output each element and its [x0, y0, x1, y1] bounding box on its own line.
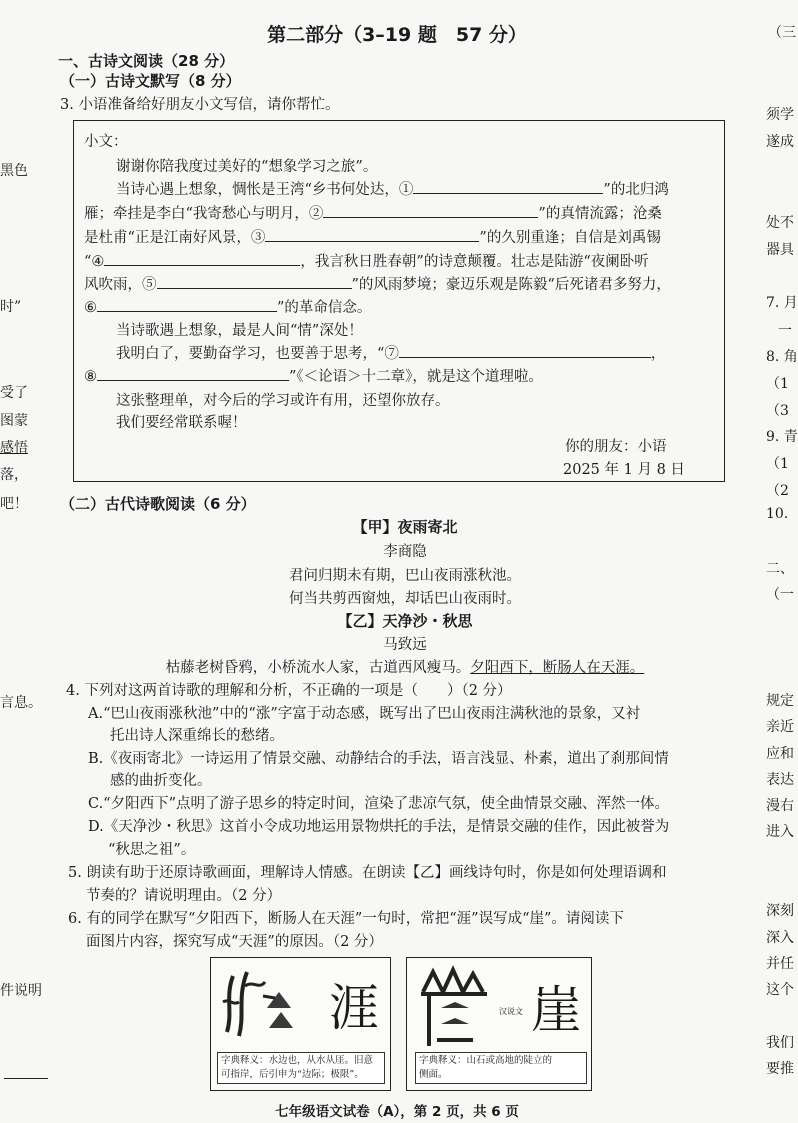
left-edge-text-2: 受了	[0, 385, 28, 401]
seal-script-label: 汉说文	[499, 1007, 523, 1016]
question-6-line-2: 面图片内容，探究写成“天涯”的原因。（2 分）	[86, 934, 383, 950]
right-edge-text-23: 深入	[766, 930, 794, 946]
letter-line-11: 这张整理单，对今后的学习或许有用，还望你放存。	[116, 393, 450, 409]
section-subheading-1: （一）古诗文默写（8 分）	[60, 72, 241, 90]
right-edge-text-4: 器具	[766, 242, 794, 258]
left-edge-text-8: 件说明	[0, 983, 42, 999]
right-edge-text-20: 漫右	[766, 798, 794, 814]
poem-b-underlined-line: 夕阳西下，断肠人在天涯。	[470, 660, 645, 676]
question-6-line-1: 6. 有的同学在默写“夕阳西下，断肠人在天涯”一句时，常把“涯”误写成“崖”。请阅读下	[68, 911, 624, 927]
letter-line-10: ⑧ ”《＜论语＞十二章》，就是这个道理啦。	[84, 365, 543, 386]
question-3: 3. 小语准备给好朋友小文写信，请你帮忙。	[60, 97, 340, 113]
letter-line-7: ⑥ ”的革命信念。	[84, 296, 371, 317]
dictionary-image-yai	[406, 957, 592, 1091]
letter-line-12: 我们要经常联系喔！	[116, 415, 247, 431]
question-5-line-2: 节奏的？请说明理由。（2 分）	[86, 888, 282, 904]
right-edge-text-9: （3	[766, 403, 789, 419]
right-edge-text-27: 要推	[766, 1061, 794, 1077]
right-edge-text-13: 10.	[766, 506, 789, 522]
q4-option-a-line-2: 托出诗人深重绵长的愁绪。	[110, 728, 284, 744]
answer-blank-4[interactable]	[104, 251, 300, 266]
left-edge-text-6: 吧！	[0, 496, 28, 512]
right-edge-text-18: 应和	[766, 746, 794, 762]
left-edge-text-7: 言息。	[0, 695, 42, 711]
right-edge-text-7: 8. 角	[766, 349, 798, 365]
dictionary-caption-ya: 字典释义：水边也，从水从厓。旧意 可指岸，后引申为“边际；极限”。	[217, 1052, 385, 1084]
left-edge-rule	[4, 1078, 48, 1079]
right-edge-text-14: 二、	[766, 561, 794, 577]
right-edge-text-22: 深刻	[766, 903, 794, 919]
poem-b-line-1: 枯藤老树昏鸦，小桥流水人家，古道西风瘦马。夕阳西下，断肠人在天涯。	[165, 660, 645, 676]
q4-option-b-line-1: B.《夜雨寄北》一诗运用了情景交融、动静结合的手法，语言浅显、朴素，道出了刹那间情	[88, 751, 669, 767]
page-footer: 七年级语文试卷（A），第 2 页，共 6 页	[275, 1104, 519, 1120]
answer-blank-2[interactable]	[323, 203, 538, 218]
answer-blank-8[interactable]	[97, 366, 289, 381]
ancient-water-script-icon	[219, 962, 319, 1047]
left-edge-text-0: 黑色	[0, 163, 28, 179]
letter-line-5: “④ ，我言秋日胜春朝”的诗意颠覆。壮志是陆游“夜阑卧听	[84, 250, 649, 271]
right-edge-text-15: （一	[766, 587, 794, 603]
right-edge-text-0: （三	[768, 25, 796, 41]
right-edge-text-17: 亲近	[766, 719, 794, 735]
poem-a-author: 李商隐	[383, 544, 427, 560]
letter-line-2: 当诗心遇上想象，惆怅是王湾“乡书何处达，① ”的北归鸿	[116, 178, 669, 199]
right-edge-text-12: （2	[766, 483, 789, 499]
right-edge-text-5: 7. 月	[766, 295, 798, 311]
poem-a-line-1: 君问归期未有期，巴山夜雨涨秋池。	[289, 568, 521, 584]
q4-option-b-line-2: 感的曲折变化。	[110, 773, 212, 789]
right-edge-text-26: 我们	[766, 1035, 794, 1051]
answer-blank-1[interactable]	[413, 179, 603, 194]
right-edge-text-24: 并任	[766, 956, 794, 972]
right-edge-text-2: 遂成	[766, 134, 794, 150]
question-4-stem: 4. 下列对这两首诗歌的理解和分析，不正确的一项是（ ）（2 分）	[66, 683, 512, 699]
question-5-line-1: 5. 朗读有助于还原诗歌画面，理解诗人情感。在朗读【乙】画线诗句时，你是如何处理语调和	[68, 865, 667, 881]
answer-blank-6[interactable]	[97, 297, 277, 312]
right-edge-text-19: 表达	[766, 772, 794, 788]
page-title: 第二部分（3–19 题 57 分）	[267, 24, 527, 46]
letter-line-6: 风吹雨，⑤ ”的风雨梦境；豪迈乐观是陈毅“后死诸君多努力，	[84, 273, 671, 294]
right-edge-text-25: 这个	[766, 982, 794, 998]
dictionary-image-ya	[210, 957, 391, 1091]
ancient-cliff-script-icon	[415, 964, 495, 1049]
letter-line-3: 雁；牵挂是李白“我寄愁心与明月，② ”的真情流露；沧桑	[84, 202, 662, 223]
right-edge-text-1: 须学	[766, 107, 794, 123]
q4-option-a-line-1: A.“巴山夜雨涨秋池”中的“涨”字富于动态感，既写出了巴山夜雨注满秋池的景象，又衬	[88, 706, 641, 722]
right-edge-text-11: （1	[766, 456, 789, 472]
q4-option-d-line-2: “秋思之祖”。	[108, 842, 196, 858]
right-edge-text-8: （1	[766, 376, 789, 392]
letter-signature: 你的朋友：小语	[565, 439, 667, 455]
answer-blank-3[interactable]	[265, 227, 479, 242]
letter-greeting: 小文：	[84, 134, 128, 150]
section-subheading-2: （二）古代诗歌阅读（6 分）	[60, 495, 256, 513]
right-edge-text-10: 9. 青	[766, 429, 798, 445]
poem-a-line-2: 何当共剪西窗烛，却话巴山夜雨时。	[289, 591, 521, 607]
section-heading-1: 一、古诗文阅读（28 分）	[58, 52, 235, 70]
poem-a-title: 【甲】夜雨寄北	[352, 518, 458, 536]
letter-date: 2025 年 1 月 8 日	[563, 462, 685, 478]
q4-option-d-line-1: D.《天净沙・秋思》这首小令成功地运用景物烘托的手法，是情景交融的佳作，因此被誉为	[88, 819, 670, 835]
poem-b-title: 【乙】天净沙・秋思	[337, 612, 473, 630]
right-edge-text-21: 进入	[766, 824, 794, 840]
right-edge-text-16: 规定	[766, 693, 794, 709]
left-edge-text-5: 落，	[0, 467, 28, 483]
q4-option-c: C.“夕阳西下”点明了游子思乡的特定时间，渲染了悲凉气氛，使全曲情景交融、浑然一体。	[88, 796, 670, 812]
letter-line-9: 我明白了，要勤奋学习，也要善于思考，“⑦ ，	[116, 342, 665, 363]
left-edge-text-4: 感悟	[0, 440, 28, 456]
right-edge-text-3: 处不	[766, 215, 794, 231]
answer-blank-5[interactable]	[157, 274, 352, 289]
character-yai: 崖	[531, 981, 581, 1039]
left-edge-text-1: 时”	[0, 299, 22, 315]
answer-blank-7[interactable]	[399, 343, 651, 358]
poem-b-author: 马致远	[383, 637, 427, 653]
letter-line-1: 谢谢你陪我度过美好的“想象学习之旅”。	[116, 159, 378, 175]
right-edge-text-6: 一	[778, 323, 792, 339]
character-ya: 涯	[329, 979, 379, 1037]
left-edge-text-3: 图蒙	[0, 413, 28, 429]
letter-line-8: 当诗歌遇上想象，最是人间“情”深处！	[116, 323, 363, 339]
dictionary-caption-yai: 字典释义：山石或高地的陡立的 侧面。	[415, 1052, 587, 1084]
letter-line-4: 是杜甫“正是江南好风景，③ ”的久别重逢；自信是刘禹锡	[84, 226, 661, 247]
